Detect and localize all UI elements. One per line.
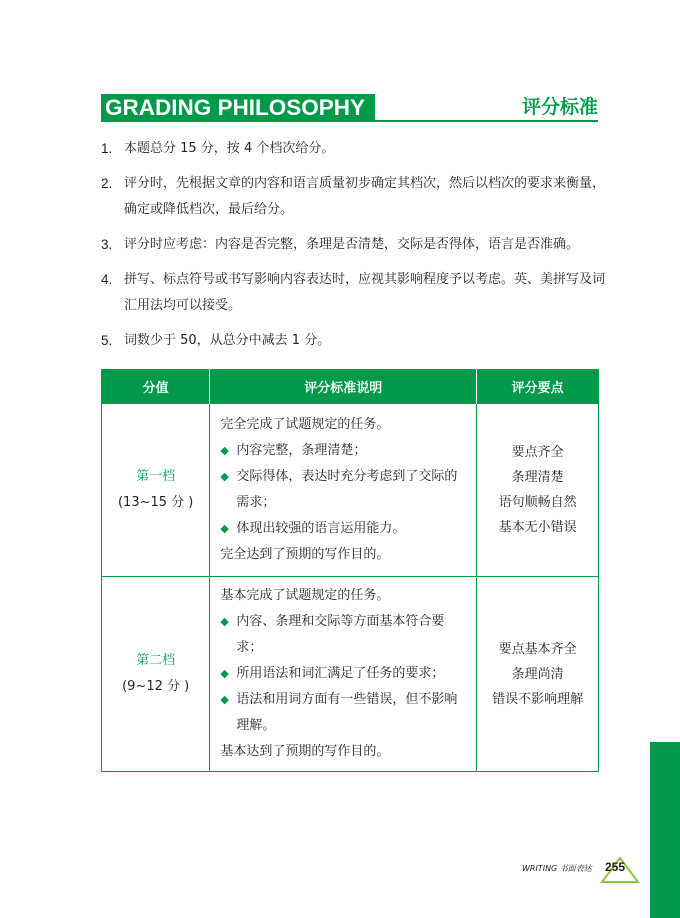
diamond-icon: ◆ <box>220 470 229 483</box>
column-header-key-points: 评分要点 <box>477 369 599 404</box>
page-number: 255 <box>605 860 626 874</box>
criteria-bullet <box>220 661 468 687</box>
criteria-bullet-text: 内容完整，条理清楚； <box>236 443 367 458</box>
grading-rules-list <box>101 136 606 363</box>
rule-item <box>101 328 606 354</box>
score-cell <box>102 577 210 772</box>
criteria-bullet <box>220 464 468 516</box>
key-point: 错误不影响理解 <box>492 691 584 707</box>
key-points-cell <box>477 404 599 577</box>
key-point: 条理清楚 <box>511 470 564 485</box>
criteria-bullet <box>220 687 468 739</box>
column-header-criteria: 评分标准说明 <box>210 369 477 404</box>
criteria-bullet <box>220 516 468 542</box>
grade-level: 第二档 <box>136 653 176 668</box>
page-footer <box>522 856 642 886</box>
rule-number: 5. <box>101 333 113 348</box>
rule-item <box>101 232 606 258</box>
rule-item <box>101 267 606 319</box>
criteria-intro: 基本完成了试题规定的任务。 <box>220 588 390 603</box>
rule-item <box>101 136 606 162</box>
rule-text: 本题总分 15 分，按 4 个档次给分。 <box>124 141 335 156</box>
section-title-cn: 评分标准 <box>521 96 598 118</box>
rule-number: 4. <box>101 272 113 287</box>
rule-text: 评分时应考虑：内容是否完整，条理是否清楚，交际是否得体，语言是否准确。 <box>124 237 580 252</box>
rule-item <box>101 171 606 223</box>
diamond-icon: ◆ <box>220 522 229 535</box>
criteria-bullet-text: 语法和用词方面有一些错误，但不影响理解。 <box>236 692 458 733</box>
rule-text: 评分时，先根据文章的内容和语言质量初步确定其档次，然后以档次的要求来衡量，确定或降低档次，最后给分。 <box>124 176 606 217</box>
section-title: GRADING PHILOSOPHY <box>101 94 375 122</box>
diamond-icon: ◆ <box>220 444 229 457</box>
key-points-cell <box>477 577 599 772</box>
diamond-icon: ◆ <box>220 667 229 680</box>
rule-number: 2. <box>101 176 113 191</box>
grade-level: 第一档 <box>136 469 176 484</box>
criteria-cell <box>210 404 477 577</box>
score-cell <box>102 404 210 577</box>
key-point: 要点基本齐全 <box>498 641 577 657</box>
criteria-bullet-text: 交际得体，表达时充分考虑到了交际的需求； <box>236 469 458 510</box>
key-point: 语句顺畅自然 <box>498 495 577 510</box>
key-point: 要点齐全 <box>511 445 564 460</box>
side-tab <box>650 742 680 918</box>
table-header-row <box>102 369 599 404</box>
criteria-bullet <box>220 438 468 464</box>
key-point: 条理尚清 <box>511 666 564 682</box>
rule-number: 3. <box>101 237 113 252</box>
rule-text: 词数少于 50，从总分中减去 1 分。 <box>124 333 331 348</box>
key-point: 基本无小错误 <box>498 520 577 535</box>
criteria-cell <box>210 577 477 772</box>
criteria-bullet-text: 体现出较强的语言运用能力。 <box>236 521 406 536</box>
criteria-bullet <box>220 609 468 661</box>
footer-section-label: WRITING 书面表达 <box>522 864 592 873</box>
section-header <box>101 94 598 122</box>
score-range: (9~12 分 ) <box>122 679 190 694</box>
criteria-conclusion: 完全达到了预期的写作目的。 <box>220 547 390 562</box>
table-row <box>102 404 599 577</box>
rule-number: 1. <box>101 141 113 156</box>
criteria-conclusion: 基本达到了预期的写作目的。 <box>220 744 390 759</box>
criteria-bullet-text: 所用语法和词汇满足了任务的要求； <box>236 666 445 681</box>
column-header-score: 分值 <box>102 369 210 404</box>
diamond-icon: ◆ <box>220 693 229 706</box>
header-rule <box>375 120 598 122</box>
criteria-bullet-text: 内容、条理和交际等方面基本符合要求； <box>236 614 445 655</box>
rule-text: 拼写、标点符号或书写影响内容表达时，应视其影响程度予以考虑。英、美拼写及词汇用法均可以接受。 <box>124 272 606 313</box>
diamond-icon: ◆ <box>220 615 229 628</box>
criteria-intro: 完全完成了试题规定的任务。 <box>220 417 390 432</box>
grading-table <box>101 369 599 772</box>
table-row <box>102 577 599 772</box>
score-range: (13~15 分 ) <box>117 495 194 510</box>
